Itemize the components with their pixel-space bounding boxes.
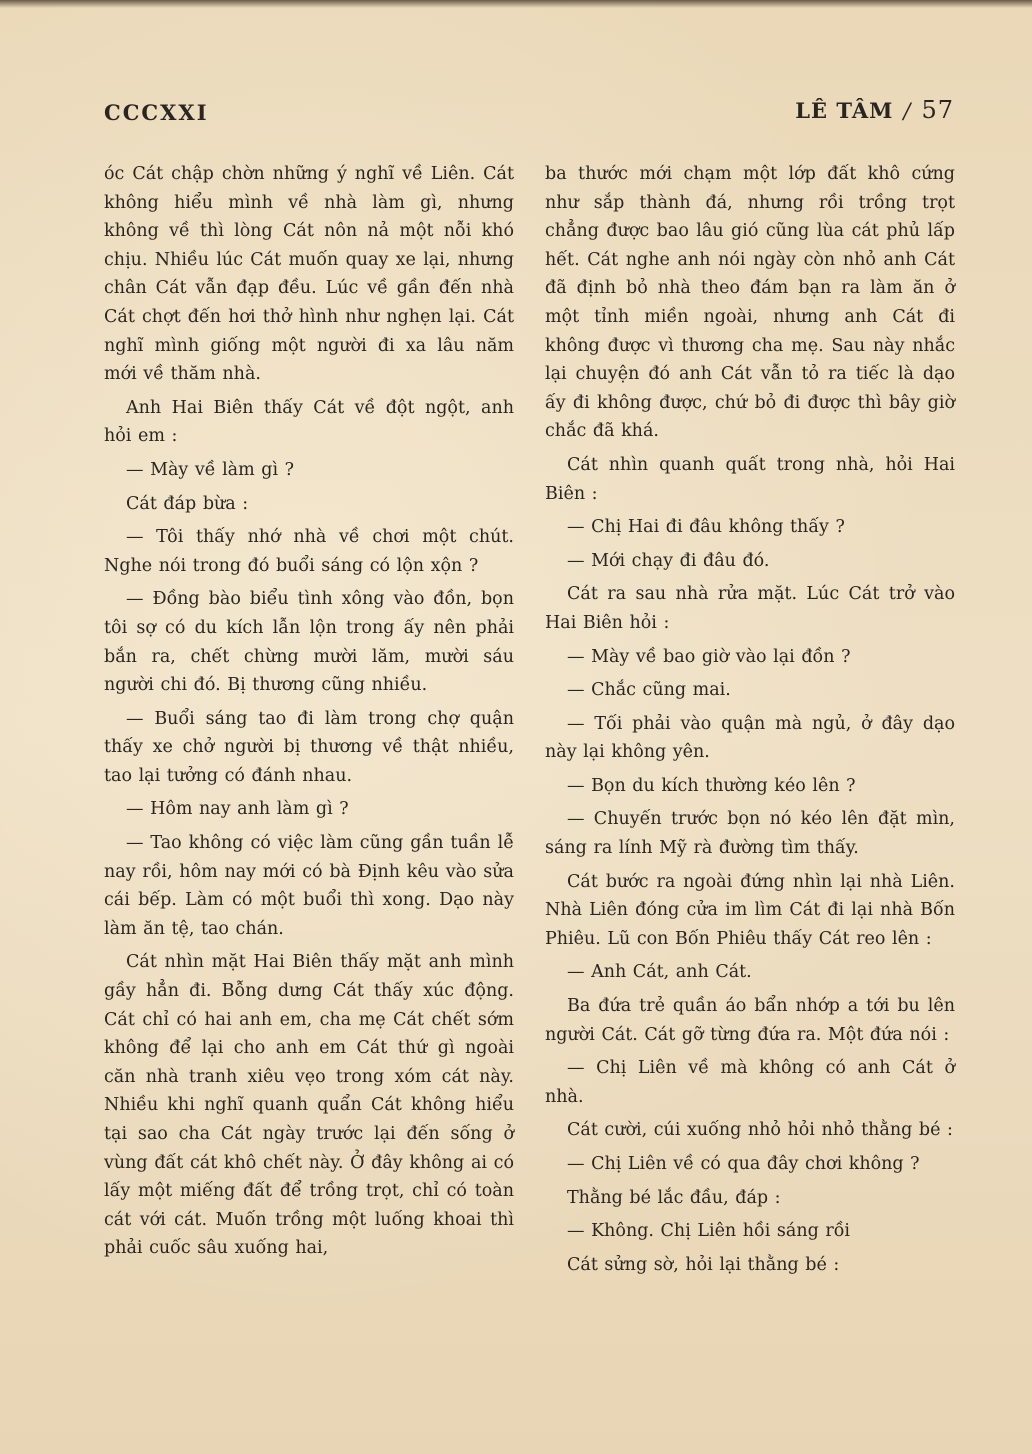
left-column: [104, 160, 514, 1263]
header-separator: /: [903, 99, 912, 123]
paragraph: — Chắc cũng mai.: [567, 680, 731, 701]
paragraph: — Đồng bào biểu tình xông vào đồn, bọn tôi sợ có du kích lẫn lộn trong ấy nên phải bắn ra, chết chừng mười lăm, mười sáu người chi đó. Bị thương cũng nhiều.: [104, 589, 514, 696]
paragraph: — Buổi sáng tao đi làm trong chợ quận thấy xe chở người bị thương về thật nhiều, tao lại tưởng có đánh nhau.: [104, 708, 514, 786]
paragraph: Cát ra sau nhà rửa mặt. Lúc Cát trở vào Hai Biên hỏi :: [545, 584, 955, 633]
paragraph: — Tao không có việc làm cũng gần tuần lễ nay rồi, hôm nay mới có bà Định kêu vào sửa cái bếp. Làm có một buổi thì xong. Dạo này làm ăn tệ, tao chán.: [104, 833, 514, 939]
paragraph: Cát cười, cúi xuống nhỏ hỏi nhỏ thằng bé :: [567, 1120, 953, 1141]
paragraph: — Bọn du kích thường kéo lên ?: [567, 775, 856, 796]
page-top-edge: [0, 0, 1032, 8]
running-header-right: [795, 96, 954, 124]
paragraph: — Mày về bao giờ vào lại đồn ?: [567, 646, 851, 667]
running-header-left: CCCXXI: [104, 100, 209, 125]
paragraph: Ba đứa trẻ quần áo bẩn nhớp a tới bu lên người Cát. Cát gỡ từng đứa ra. Một đứa nói :: [545, 996, 955, 1045]
paragraph: — Không. Chị Liên hồi sáng rồi: [567, 1221, 851, 1242]
page-number: 57: [921, 96, 954, 124]
paragraph: óc Cát chập chờn những ý nghĩ về Liên. Cát không hiểu mình về nhà làm gì, nhưng không về thì lòng Cát nôn nả một nỗi khó chịu. Nhiều lúc Cát muốn quay xe lại, nhưng chân Cát vẫn đạp đều. Lúc về gần đến nhà Cát chợt đến hơi thở hình như nghẹn lại. Cát nghĩ mình giống một người đi xa lâu năm mới về thăm nhà.: [104, 164, 514, 385]
paragraph: — Tối phải vào quận mà ngủ, ở đây dạo này lại không yên.: [545, 713, 955, 763]
right-column: [545, 160, 955, 1279]
paragraph: Thằng bé lắc đầu, đáp :: [567, 1187, 781, 1208]
paragraph: Cát nhìn quanh quất trong nhà, hỏi Hai Biên :: [545, 454, 955, 504]
paragraph: Anh Hai Biên thấy Cát về đột ngột, anh hỏi em :: [104, 397, 514, 447]
paragraph: — Chuyến trước bọn nó kéo lên đặt mìn, sáng ra lính Mỹ rà đường tìm thấy.: [545, 809, 955, 859]
paragraph: Cát bước ra ngoài đứng nhìn lại nhà Liên. Nhà Liên đóng cửa im lìm Cát đi lại nhà Bốn Phiêu. Lũ con Bốn Phiêu thấy Cát reo lên :: [545, 871, 955, 949]
paragraph: — Hôm nay anh làm gì ?: [126, 799, 349, 820]
paragraph: — Chị Liên về mà không có anh Cát ở nhà.: [545, 1058, 955, 1107]
paragraph: — Mới chạy đi đâu đó.: [567, 550, 770, 571]
paragraph: ba thước mới chạm một lớp đất khô cứng như sắp thành đá, nhưng rồi trồng trọt chẳng được bao lâu gió cũng lùa cát phủ lấp hết. Cát nghe anh nói ngày còn nhỏ anh Cát đã định bỏ nhà theo đám bạn ra làm ăn ở một tỉnh miền ngoài, nhưng anh Cát đi không được vì thương cha mẹ. Sau này nhắc lại chuyện đó anh Cát vẫn tỏ ra tiếc là dạo ấy đi không được, chứ bỏ đi được thì bây giờ chắc đã khá.: [545, 164, 955, 442]
paragraph: — Chị Hai đi đâu không thấy ?: [567, 517, 845, 538]
paragraph: Cát sửng sờ, hỏi lại thằng bé :: [567, 1254, 840, 1275]
paragraph: — Anh Cát, anh Cát.: [567, 962, 752, 983]
paragraph: — Chị Liên về có qua đây chơi không ?: [567, 1154, 920, 1174]
paragraph: Cát đáp bừa :: [126, 493, 249, 514]
paragraph: Cát nhìn mặt Hai Biên thấy mặt anh mình gầy hẳn đi. Bỗng dưng Cát thấy xúc động. Cát chỉ có hai anh em, cha mẹ Cát chết sớm không để lại cho anh em Cát thứ gì ngoài căn nhà tranh xiêu vẹo trong xóm cát này. Nhiều khi nghĩ quanh quẩn Cát không hiểu tại sao cha Cát ngày trước lại đến sống ở vùng đất cát khô chết này. Ở đây không ai có lấy một miếng đất để trồng trọt, chỉ có toàn cát với cát. Muốn trồng một luống khoai thì phải cuốc sâu xuống hai,: [104, 952, 514, 1259]
paragraph: — Tôi thấy nhớ nhà về chơi một chút. Nghe nói trong đó buổi sáng có lộn xộn ?: [104, 527, 514, 576]
author-name: LÊ TÂM: [795, 98, 894, 123]
paragraph: — Mày về làm gì ?: [126, 459, 295, 480]
